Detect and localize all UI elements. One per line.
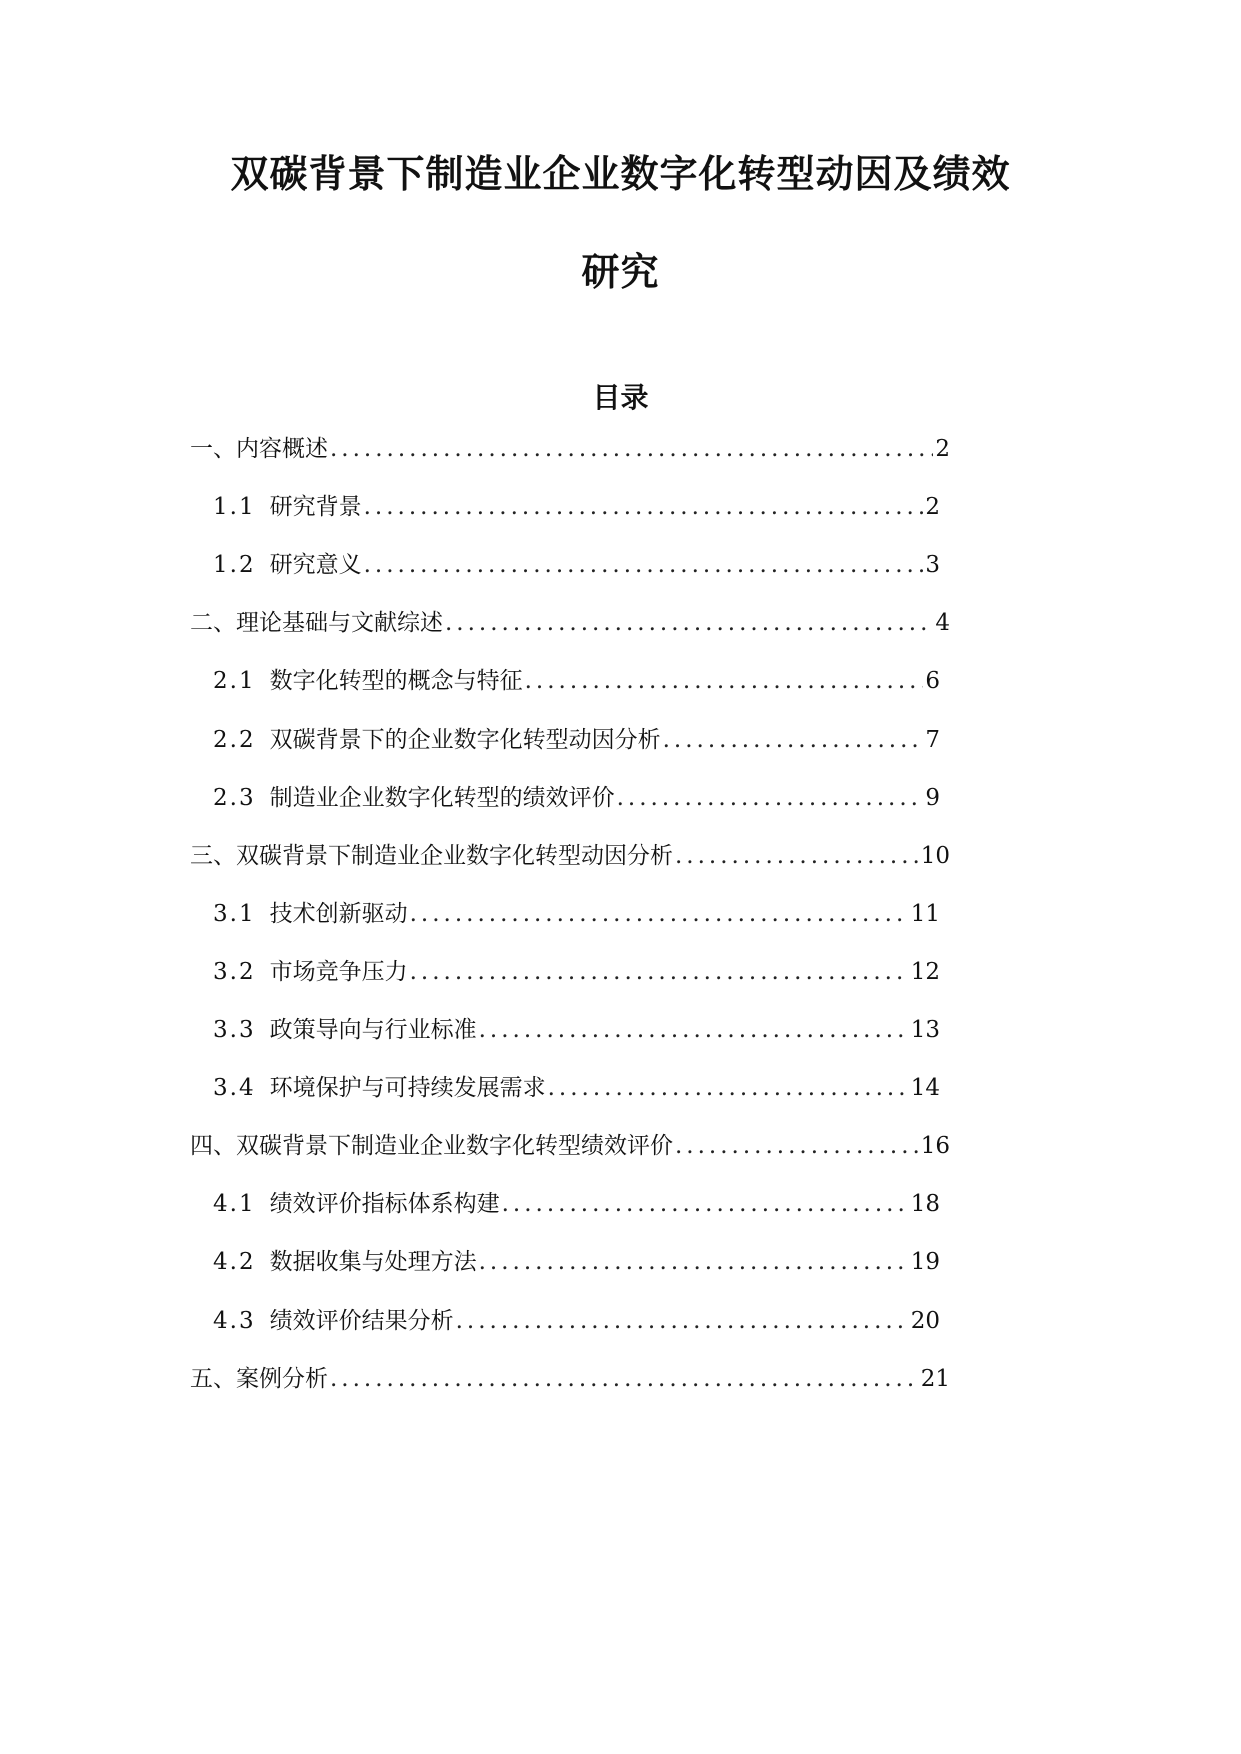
toc-entry-label: 政策导向与行业标准 xyxy=(269,1017,477,1043)
toc-entry-label: 四、双碳背景下制造业企业数字化转型绩效评价 xyxy=(190,1133,673,1159)
toc-entry-page-number: 20 xyxy=(910,1308,940,1334)
document-title-line-1: 双碳背景下制造业企业数字化转型动因及绩效 xyxy=(230,151,1011,196)
toc-dot-leader xyxy=(525,670,924,693)
toc-dot-leader xyxy=(675,1135,919,1158)
toc-heading: 目录 xyxy=(592,381,649,414)
toc-entry-page-number: 9 xyxy=(925,785,940,811)
toc-dot-leader xyxy=(617,787,924,810)
toc-entry-label: 环境保护与可持续发展需求 xyxy=(269,1075,546,1101)
toc-entry[interactable] xyxy=(213,729,940,752)
toc-entry-page-number: 10 xyxy=(920,843,950,869)
toc-entry-label: 一、内容概述 xyxy=(190,436,328,462)
toc-entry-label: 数据收集与处理方法 xyxy=(269,1249,477,1275)
toc-dot-leader xyxy=(445,612,933,635)
toc-dot-leader xyxy=(364,496,924,519)
toc-entry-page-number: 2 xyxy=(925,494,940,520)
toc-entry-number: 3.3 xyxy=(213,1017,256,1043)
toc-entry-page-number: 21 xyxy=(920,1366,950,1392)
toc-entry-number: 2.3 xyxy=(213,785,256,811)
toc-dot-leader xyxy=(364,554,924,577)
toc-entry-page-number: 18 xyxy=(910,1191,940,1217)
toc-dot-leader xyxy=(410,903,909,926)
toc-dot-leader xyxy=(675,845,919,868)
toc-entry-number: 3.4 xyxy=(213,1075,256,1101)
toc-entry-label: 绩效评价结果分析 xyxy=(269,1308,454,1334)
toc-entry[interactable] xyxy=(213,1251,940,1274)
toc-dot-leader xyxy=(479,1251,909,1274)
toc-entry-number: 1.2 xyxy=(213,552,256,578)
toc-entry[interactable] xyxy=(213,961,940,984)
toc-entry[interactable] xyxy=(213,903,940,926)
toc-entry[interactable] xyxy=(213,1310,940,1333)
toc-entry-page-number: 16 xyxy=(920,1133,950,1159)
toc-entry[interactable] xyxy=(213,787,940,810)
toc-entry-page-number: 19 xyxy=(910,1249,940,1275)
toc-entry-page-number: 4 xyxy=(935,610,950,636)
document-title-line-2: 研究 xyxy=(581,249,660,294)
toc-entry[interactable] xyxy=(213,1077,940,1100)
toc-entry-number: 3.1 xyxy=(213,901,256,927)
toc-entry-label: 市场竞争压力 xyxy=(269,959,408,985)
toc-entry-number: 3.2 xyxy=(213,959,256,985)
toc-dot-leader xyxy=(479,1019,909,1042)
toc-entry-page-number: 3 xyxy=(925,552,940,578)
toc-entry-label: 研究背景 xyxy=(269,494,362,520)
toc-entry[interactable] xyxy=(190,1368,950,1391)
toc-entry-number: 2.2 xyxy=(213,727,256,753)
toc-entry-page-number: 14 xyxy=(910,1075,940,1101)
toc-entry-label: 五、案例分析 xyxy=(190,1366,328,1392)
toc-entry-page-number: 2 xyxy=(935,436,950,462)
toc-dot-leader xyxy=(663,729,924,752)
toc-entry-number: 4.1 xyxy=(213,1191,256,1217)
toc-entry[interactable] xyxy=(213,670,940,693)
toc-dot-leader xyxy=(548,1077,909,1100)
toc-entry[interactable] xyxy=(213,554,940,577)
toc-entry-page-number: 7 xyxy=(925,727,940,753)
toc-entry-number: 4.3 xyxy=(213,1308,256,1334)
toc-entry[interactable] xyxy=(190,845,950,868)
toc-entry[interactable] xyxy=(213,1019,940,1042)
toc-entry[interactable] xyxy=(213,1193,940,1216)
toc-dot-leader xyxy=(456,1310,909,1333)
toc-entry-page-number: 12 xyxy=(910,959,940,985)
toc-entry-label: 三、双碳背景下制造业企业数字化转型动因分析 xyxy=(190,843,673,869)
toc-entry-page-number: 6 xyxy=(925,668,940,694)
toc-entry-page-number: 13 xyxy=(910,1017,940,1043)
toc-entry-label: 二、理论基础与文献综述 xyxy=(190,610,443,636)
toc-entry-label: 双碳背景下的企业数字化转型动因分析 xyxy=(269,727,661,753)
toc-entry[interactable] xyxy=(190,1135,950,1158)
toc-entry-label: 研究意义 xyxy=(269,552,362,578)
toc-entry-label: 数字化转型的概念与特征 xyxy=(269,668,523,694)
toc-entry-label: 绩效评价指标体系构建 xyxy=(269,1191,500,1217)
toc-entry-number: 4.2 xyxy=(213,1249,256,1275)
toc-entry[interactable] xyxy=(190,438,950,461)
toc-entry-number: 1.1 xyxy=(213,494,256,520)
toc-entry-label: 技术创新驱动 xyxy=(269,901,408,927)
toc-dot-leader xyxy=(410,961,909,984)
toc-entry-page-number: 11 xyxy=(910,901,940,927)
toc-entry-number: 2.1 xyxy=(213,668,256,694)
toc-entry[interactable] xyxy=(190,612,950,635)
toc-entry[interactable] xyxy=(213,496,940,519)
toc-entry-label: 制造业企业数字化转型的绩效评价 xyxy=(269,785,615,811)
toc-dot-leader xyxy=(330,1368,919,1391)
toc-dot-leader xyxy=(502,1193,909,1216)
toc-dot-leader xyxy=(330,438,933,461)
